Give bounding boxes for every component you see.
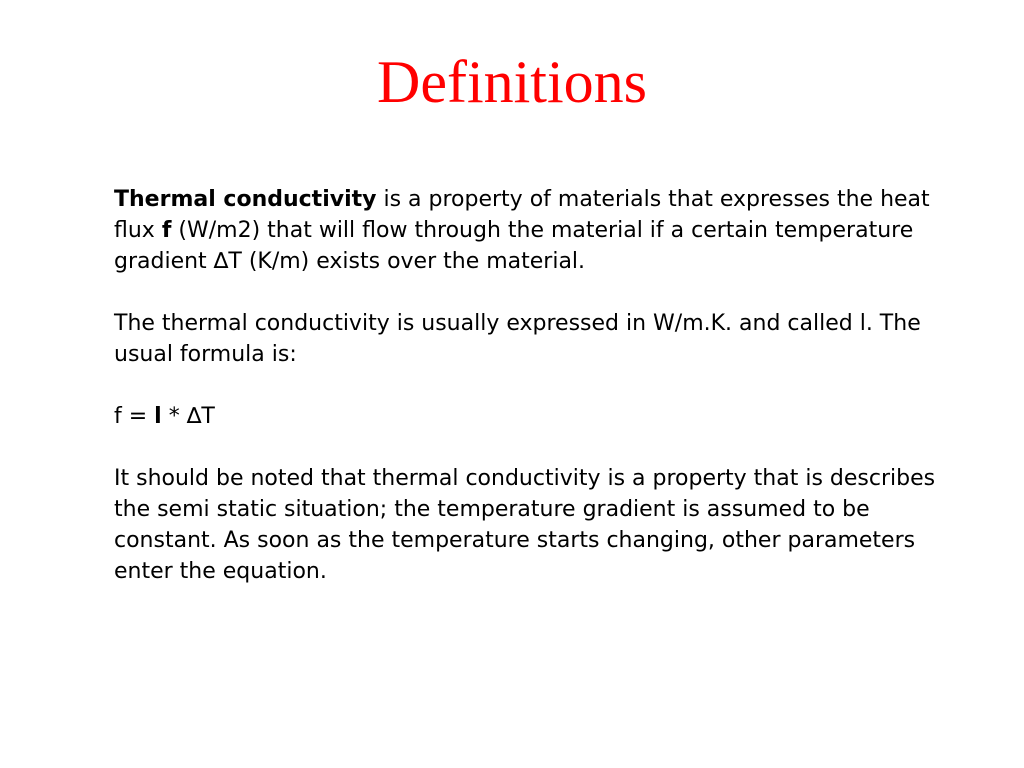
slide-title: Definitions (377, 49, 647, 115)
formula-lambda: l (154, 404, 162, 429)
formula-rhs: * ∆T (161, 404, 215, 429)
note-paragraph: It should be noted that thermal conductivity is a property that is describes the semi static situation; the temperature gradient is assumed to be constant. As soon as the temperature starts changing, other parameters enter the equation. (114, 466, 936, 584)
definition-text-1: is a property of materials that expresses the heat flux (114, 187, 930, 243)
formula (114, 401, 944, 432)
definition-paragraph (114, 184, 944, 277)
slide-body (114, 184, 944, 587)
term-thermal-conductivity: Thermal conductivity (114, 187, 377, 212)
units-paragraph: The thermal conductivity is usually expressed in W/m.K. and called l. The usual formula is: (114, 311, 921, 367)
heat-flux-symbol: f (161, 218, 172, 243)
definition-text-2: (W/m2) that will flow through the material if a certain temperature gradient ∆T (K/m) exists over the material. (114, 218, 914, 274)
formula-lhs: f = (114, 404, 155, 429)
